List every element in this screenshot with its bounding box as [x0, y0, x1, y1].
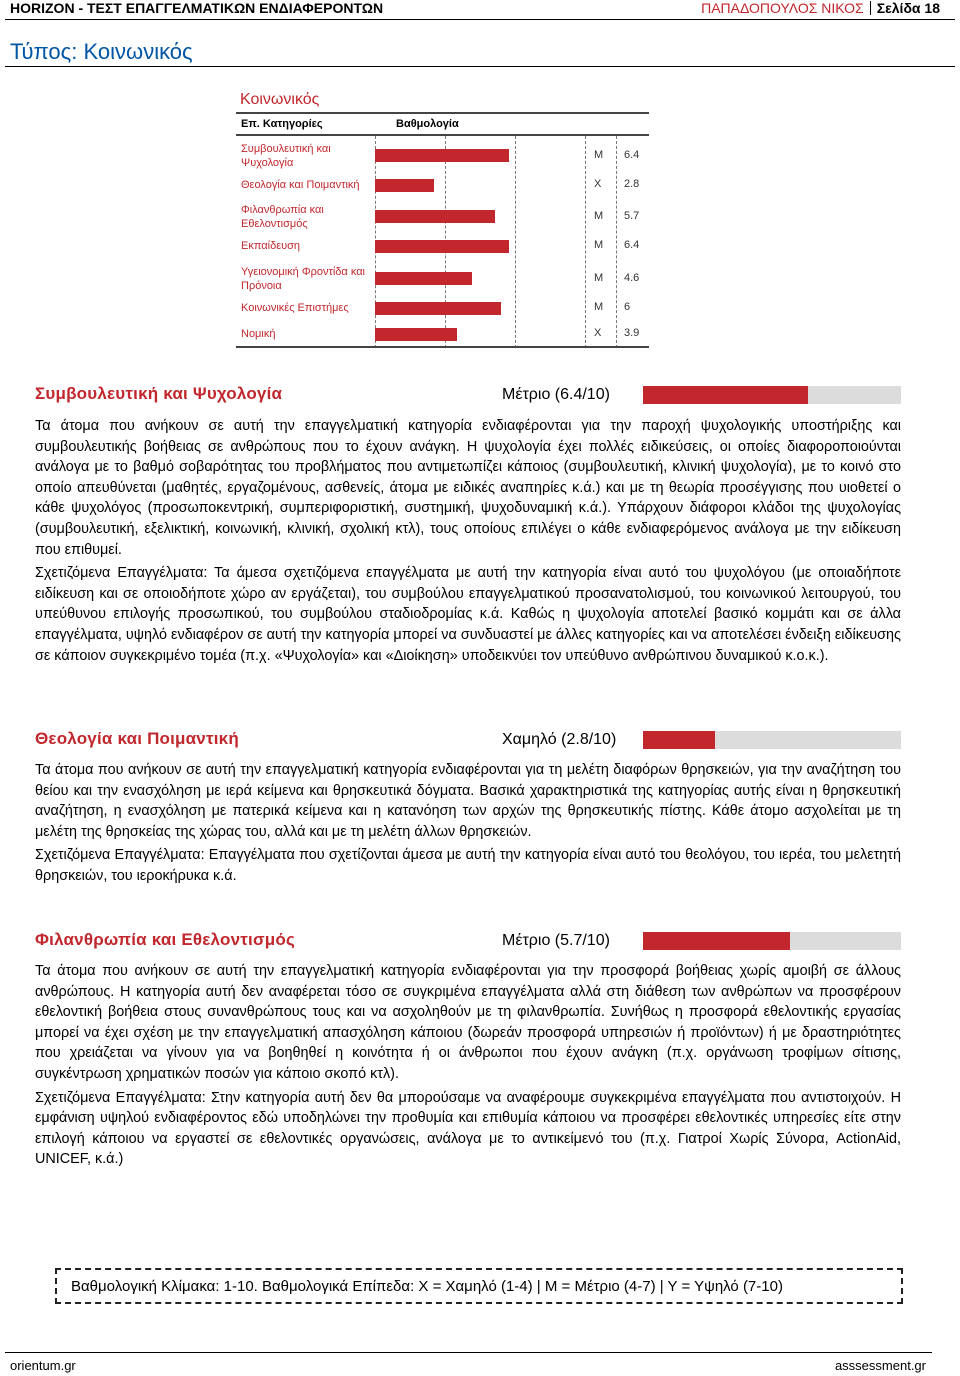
section-title: Θεολογία και Ποιμαντική: [35, 729, 239, 748]
summary-table: [236, 112, 649, 348]
row-label: Θεολογία και Ποιμαντική: [241, 179, 360, 191]
footer-divider: [5, 1352, 932, 1353]
row-label: Φιλανθρωπία και Εθελοντισμός: [241, 204, 324, 230]
header-right: [701, 0, 940, 16]
summary-table-header: [236, 112, 649, 136]
score-bar: [375, 149, 509, 162]
row-value: 6.4: [624, 239, 640, 251]
scale-note: [55, 1268, 903, 1304]
related-professions: Σχετιζόμενα Επαγγέλματα: Επαγγέλματα που σχετίζονται άμεσα με αυτή την κατηγορία είναι αυτό του θεολόγου, του ιερέα, του μελετητή θρησκειών, του ιεροκήρυκα κ.ά.: [35, 847, 901, 884]
type-divider: [5, 66, 955, 67]
row-label: Κοινωνικές Επιστήμες: [241, 302, 349, 314]
section-title: Συμβουλευτική και Ψυχολογία: [35, 384, 283, 403]
score-bar: [375, 328, 457, 341]
row-level: Χ: [594, 327, 602, 339]
table-row: [236, 174, 649, 196]
section-score-fill: [643, 386, 808, 404]
section-score-label: Χαμηλό (2.8/10): [502, 731, 617, 748]
scale-note-text: Βαθμολογική Κλίμακα: 1-10. Βαθμολογικά Επίπεδα: Χ = Χαμηλό (1-4) | Μ = Μέτριο (4-7) | Υ = Υψηλό (7-10): [71, 1278, 783, 1295]
score-bar: [375, 302, 501, 315]
score-bar: [375, 240, 509, 253]
column-category: Επ. Κατηγορίες: [241, 118, 323, 130]
row-label: Υγειονομική Φροντίδα και Πρόνοια: [241, 266, 365, 292]
section-score-fill: [643, 932, 790, 950]
section-score-label: Μέτριο (5.7/10): [502, 932, 610, 949]
section-title: Φιλανθρωπία και Εθελοντισμός: [35, 930, 295, 949]
section-text: [35, 961, 901, 1170]
row-label: Εκπαίδευση: [241, 240, 301, 252]
row-label: Νομική: [241, 328, 276, 340]
section-score-bar: [643, 932, 901, 950]
section-score-bar: [643, 386, 901, 404]
row-value: 3.9: [624, 327, 640, 339]
header-separator: [870, 1, 871, 15]
footer-left: orientum.gr: [10, 1358, 76, 1373]
section-description: Τα άτομα που ανήκουν σε αυτή την επαγγελματική κατηγορία ενδιαφέρονται για την παροχή ψυχολογικής υποστήριξης και συμβουλευτικής βοήθειας σε ανθρώπους που το έχουν ανάγκη. Η ψυχολογία έχει πολλές ειδικεύσεις, οι οποίες διαφοροποιούνται ανάλογα με το βαθμό σοβαρότητας του προβλήματος που αντιμετωπίζει κάποιος (συμβουλευτική, κλινική ψυχολογία), με το κοινό στο οποίο απευθύνεται (μαθητές, εργαζομένους, ασθενείς, άτομα με ειδικές αναπηρίες κ.ά.) και με τη θεωρία προσέγγισης που υιοθετεί ο κάθε ψυχολόγος (προσωποκεντρική, συμπεριφοριστική, συστημική, ψυχοδυναμική κ.ά.). Υπάρχουν διάφοροι κλάδοι της ψυχολογίας (συμβουλευτική, εξελικτική, κοινωνική, κλινική, σχολική κτλ), τους οποίους επιλέγει ο κάθε ενδιαφερόμενος ανάλογα με την ειδίκευση που επιθυμεί.: [35, 418, 901, 558]
table-row: [236, 141, 649, 171]
related-professions: Σχετιζόμενα Επαγγέλματα: Τα άμεσα σχετιζόμενα επαγγέλματα με αυτή την κατηγορία είναι αυτό του ψυχολόγου (με οποιαδήποτε ειδίκευση και σε οποιοδήποτε χώρο αν εργάζεται), του συμβούλου επαγγελματικού προσανατολισμού, του κοινωνικού λειτουργού, του υπεύθυνου επιλογής προσωπικού, του συμβούλου σταδιοδρομίας κ.ά. Καθώς η ψυχολογία αποτελεί βασικό κομμάτι και σε άλλα επαγγέλματα, υψηλό ενδιαφέρον σε αυτή την κατηγορία μπορεί να συνδυαστεί με άλλες κατηγορίες και να αποτελέσει ένδειξη ειδίκευσης σε κάποιον συγκεκριμένο τομέα (π.χ. «Ψυχολογία» και «Διοίκηση» υποδεικνύει τον υπεύθυνο ανθρώπινου δυναμικού κ.ο.κ.).: [35, 565, 901, 664]
column-score: Βαθμολογία: [396, 118, 459, 130]
row-level: Μ: [594, 149, 604, 161]
table-row: [236, 323, 649, 345]
summary-table-bottom: [236, 346, 649, 348]
row-level: Χ: [594, 178, 602, 190]
score-bar: [375, 210, 495, 223]
section-description: Τα άτομα που ανήκουν σε αυτή την επαγγελματική κατηγορία ενδιαφέρονται για τη μελέτη διαφόρων θρησκειών, για την αναζήτηση του θείου και την ενασχόληση με ιερά κείμενα και θρησκευτικά δόγματα. Βασικά χαρακτηριστικά της κατηγορίας αυτής είναι η θρησκευτική αναζήτηση, η ενασχόληση με πατερικά κείμενα και η κατανόηση των αρχών της θρησκευτικής πίστης. Κάθε άτομο ασχολείται με τη μελέτη της θρησκείας της χώρας του, αλλά και με τη μελέτη άλλων θρησκειών.: [35, 762, 901, 840]
row-value: 4.6: [624, 272, 640, 284]
section-text: [35, 760, 901, 887]
report-title: HORIZON - ΤΕΣΤ ΕΠΑΓΓΕΛΜΑΤΙΚΩΝ ΕΝΔΙΑΦΕΡΟΝΤΩΝ: [10, 0, 384, 16]
row-value: 5.7: [624, 210, 640, 222]
table-row: [236, 236, 649, 258]
table-row: [236, 298, 649, 320]
page-number: Σελίδα 18: [876, 0, 940, 16]
row-value: 2.8: [624, 178, 640, 190]
related-professions: Σχετιζόμενα Επαγγέλματα: Στην κατηγορία αυτή δεν θα μπορούσαμε να αναφέρουμε συγκεκριμένα επαγγέλματα που αντιστοιχούν. Η εμφάνιση υψηλού ενδιαφέροντος εδώ υποδηλώνει την προθυμία και επιθυμία κάποιου να προσφέρει εθελοντικές υπηρεσίες είτε στην επιλογή κάποιου να εργαστεί σε εθελοντικές οργανώσεις, ανάλογα με το αντικείμενό του (π.χ. Γιατροί Χωρίς Σύνορα, ActionAid, UNICEF, κ.ά.): [35, 1089, 901, 1168]
section-score-label: Μέτριο (6.4/10): [502, 386, 610, 403]
section-description: Τα άτομα που ανήκουν σε αυτή την επαγγελματική κατηγορία ενδιαφέρονται για την προσφορά βοήθειας χωρίς αμοιβή σε άλλους ανθρώπους. Η κατηγορία αυτή δεν αναφέρεται τόσο σε συγκριμένα επαγγέλματα αλλά στη διάθεση των ανθρώπων να προσφέρουν εθελοντική βοήθεια στους συνανθρώπους τους και να ασχοληθούν με τη φιλανθρωπία. Συνήθως η προσφορά εθελοντικής εργασίας μπορεί να έχει σχέση με την επαγγελματική απασχόληση κάποιου (δωρεάν προσφορά υπηρεσιών ή προϊόντων) ή με δραστηριότητες που χρειάζεται να γίνουν για να βοηθηθεί η κοινότητα ή οι άνθρωποι που έχουν ανάγκη (π.χ. οργάνωση τροφίμων σίτισης, συγκέντρωση χρηματικών ποσών για κάποιο σκοπό κτλ).: [35, 963, 901, 1082]
summary-title: Κοινωνικός: [240, 91, 320, 108]
section-score-fill: [643, 731, 715, 749]
table-row: [236, 202, 649, 232]
table-row: [236, 264, 649, 294]
type-title: Τύπος: Κοινωνικός: [10, 39, 193, 64]
candidate-name: ΠΑΠΑΔΟΠΟΥΛΟΣ ΝΙΚΟΣ: [701, 0, 864, 16]
score-bar: [375, 179, 434, 192]
score-bar: [375, 272, 472, 285]
section-score-bar: [643, 731, 901, 749]
row-level: Μ: [594, 301, 604, 313]
row-value: 6: [624, 301, 631, 313]
footer-right: asssessment.gr: [834, 1358, 926, 1373]
row-level: Μ: [594, 210, 604, 222]
row-level: Μ: [594, 272, 604, 284]
row-label: Συμβουλευτική και Ψυχολογία: [241, 143, 331, 169]
section-text: [35, 416, 901, 666]
row-value: 6.4: [624, 149, 640, 161]
header-divider: [5, 19, 955, 20]
row-level: Μ: [594, 239, 604, 251]
